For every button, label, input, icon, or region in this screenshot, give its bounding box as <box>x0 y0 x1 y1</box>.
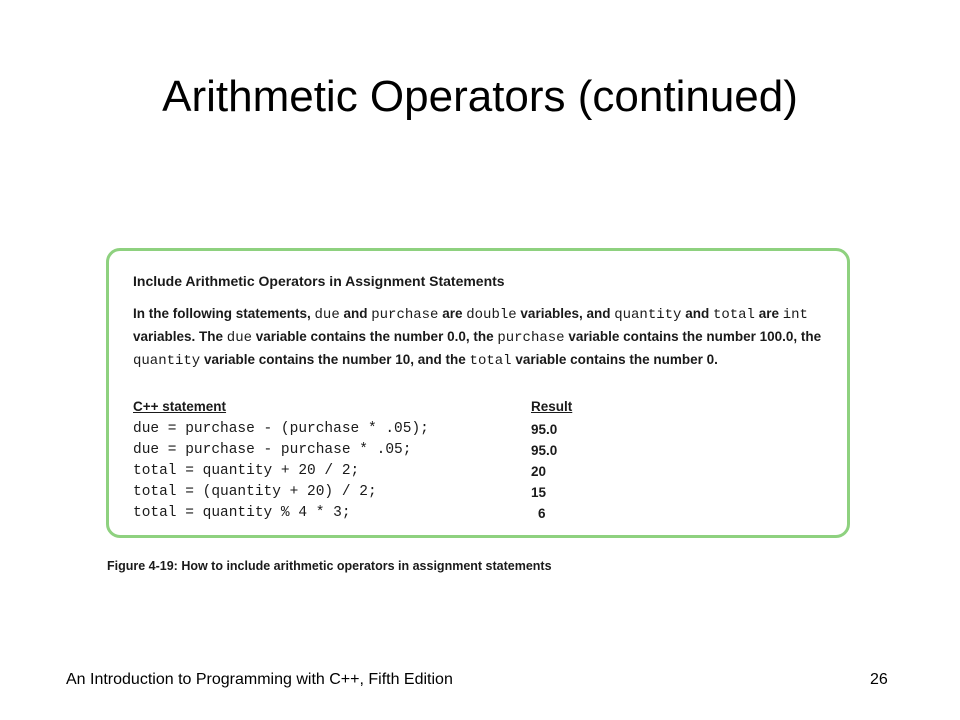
code-term: quantity <box>133 353 201 369</box>
paragraph-text: are <box>754 306 783 321</box>
statement-line: due = purchase - (purchase * .05); <box>133 421 429 437</box>
result-list <box>531 419 571 524</box>
example-box <box>106 248 850 538</box>
footer-text: An Introduction to Programming with C++, Fifth Edition <box>66 671 453 688</box>
statement-line: total = quantity % 4 * 3; <box>133 505 351 521</box>
code-term: quantity <box>614 307 682 323</box>
code-term: total <box>712 307 755 323</box>
result-column-header: Result <box>531 399 573 414</box>
statement-list <box>133 419 429 524</box>
description-paragraph <box>133 303 833 372</box>
result-value: 95.0 <box>531 443 558 458</box>
code-term: int <box>782 307 808 323</box>
result-value: 15 <box>531 485 547 500</box>
paragraph-text: variable contains the number 100.0, the <box>564 329 822 344</box>
paragraph-text: variable contains the number 0. <box>511 352 718 367</box>
figure-caption: Figure 4-19: How to include arithmetic operators in assignment statements <box>107 559 552 573</box>
code-term: purchase <box>497 330 565 346</box>
result-value: 20 <box>531 464 547 479</box>
slide-title: Arithmetic Operators (continued) <box>162 72 798 121</box>
paragraph-text: are <box>438 306 467 321</box>
result-value: 95.0 <box>531 422 558 437</box>
statement-line: total = (quantity + 20) / 2; <box>133 484 377 500</box>
paragraph-text: variable contains the number 10, and the <box>200 352 470 367</box>
paragraph-text: and <box>339 306 372 321</box>
statement-column-header: C++ statement <box>133 399 227 414</box>
code-term: total <box>469 353 512 369</box>
code-term: due <box>226 330 253 346</box>
paragraph-text: variables. The <box>133 329 227 344</box>
result-value: 6 <box>538 506 546 521</box>
paragraph-text: variables, and <box>516 306 615 321</box>
statement-line: due = purchase - purchase * .05; <box>133 442 412 458</box>
paragraph-text: and <box>681 306 713 321</box>
code-term: double <box>466 307 517 323</box>
statement-line: total = quantity + 20 / 2; <box>133 463 360 479</box>
paragraph-text: In the following statements, <box>133 306 315 321</box>
code-term: purchase <box>371 307 439 323</box>
box-title: Include Arithmetic Operators in Assignment Statements <box>133 273 505 289</box>
page-number: 26 <box>870 671 888 688</box>
code-term: due <box>314 307 340 323</box>
paragraph-text: variable contains the number 0.0, the <box>252 329 498 344</box>
